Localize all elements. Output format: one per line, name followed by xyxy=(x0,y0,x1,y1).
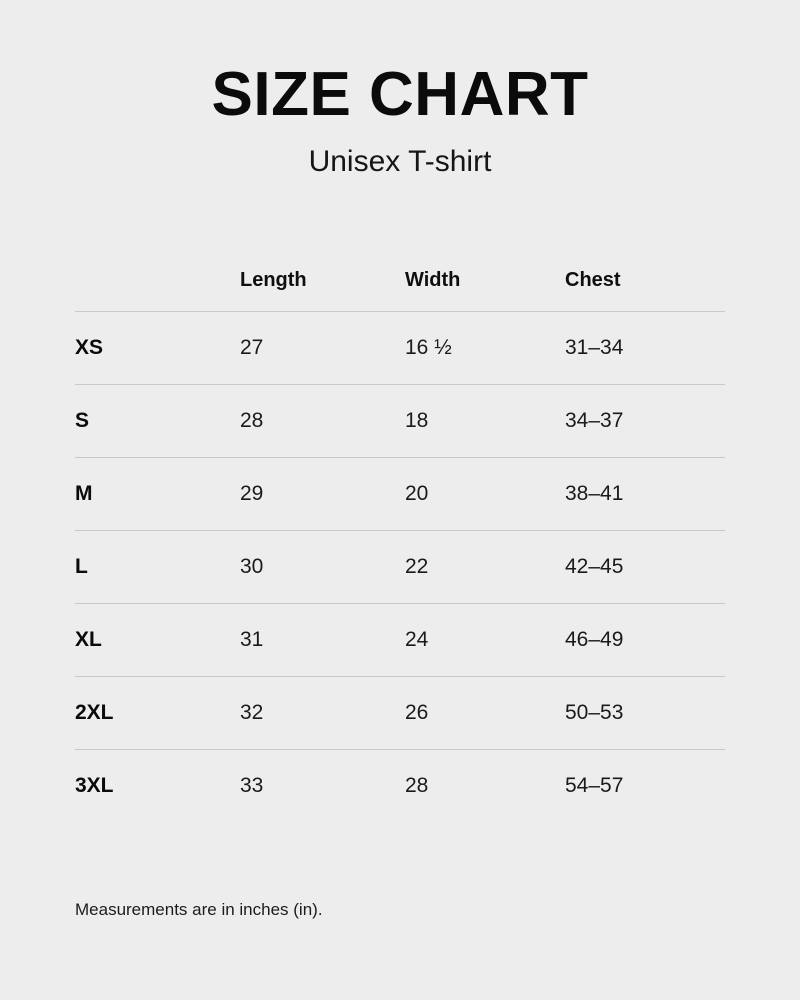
cell-chest: 31–34 xyxy=(565,336,624,360)
table-row xyxy=(75,531,725,604)
cell-length: 28 xyxy=(240,409,264,433)
cell-chest: 42–45 xyxy=(565,555,624,579)
page-title: SIZE CHART xyxy=(211,60,589,129)
table-row xyxy=(75,312,725,385)
cell-width: 16 ½ xyxy=(405,336,452,360)
table-header xyxy=(75,249,725,312)
column-header-width: Width xyxy=(405,268,461,291)
column-header-chest: Chest xyxy=(565,268,621,291)
cell-chest: 38–41 xyxy=(565,482,624,506)
column-header-size xyxy=(75,249,240,312)
table-row xyxy=(75,604,725,677)
cell-size: XS xyxy=(75,336,104,360)
table-row xyxy=(75,750,725,823)
page-subtitle: Unisex T-shirt xyxy=(308,145,492,179)
cell-size: L xyxy=(75,555,88,579)
table-row xyxy=(75,677,725,750)
cell-length: 30 xyxy=(240,555,264,579)
cell-length: 27 xyxy=(240,336,264,360)
cell-length: 29 xyxy=(240,482,264,506)
cell-width: 18 xyxy=(405,409,429,433)
cell-length: 33 xyxy=(240,774,264,798)
cell-chest: 34–37 xyxy=(565,409,624,433)
cell-size: 3XL xyxy=(75,774,114,798)
measurement-note: Measurements are in inches (in). xyxy=(75,900,323,919)
table-row xyxy=(75,385,725,458)
cell-width: 24 xyxy=(405,628,429,652)
cell-length: 32 xyxy=(240,701,264,725)
cell-width: 20 xyxy=(405,482,429,506)
cell-width: 22 xyxy=(405,555,429,579)
table-body xyxy=(75,312,725,823)
cell-width: 28 xyxy=(405,774,429,798)
table-row xyxy=(75,458,725,531)
cell-chest: 46–49 xyxy=(565,628,624,652)
table-header-row xyxy=(75,249,725,312)
size-chart-table xyxy=(75,249,725,822)
cell-chest: 50–53 xyxy=(565,701,624,725)
cell-size: XL xyxy=(75,628,102,652)
column-header-length: Length xyxy=(240,268,307,291)
cell-size: 2XL xyxy=(75,701,114,725)
cell-width: 26 xyxy=(405,701,429,725)
cell-size: M xyxy=(75,482,93,506)
cell-size: S xyxy=(75,409,90,433)
cell-chest: 54–57 xyxy=(565,774,624,798)
cell-length: 31 xyxy=(240,628,264,652)
